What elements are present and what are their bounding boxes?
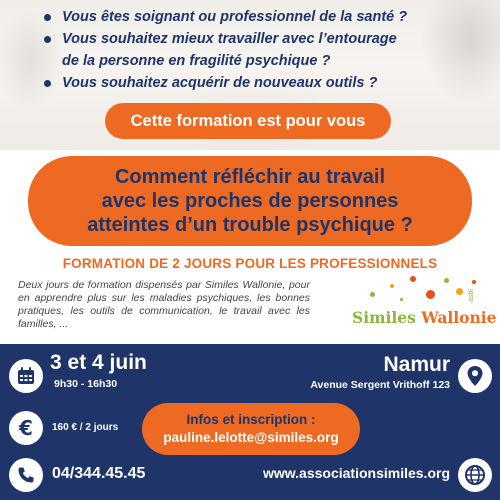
title-banner	[28, 156, 472, 246]
hero-photo	[0, 0, 500, 150]
logo-text: Similes Wallonie	[352, 308, 497, 327]
euro-icon: €	[9, 411, 43, 445]
question-item: Vous souhaitez acquérir de nouveaux outils ?	[44, 72, 474, 94]
event-city: Namur	[383, 353, 450, 376]
registration-title: Infos et inscription :	[186, 412, 316, 427]
question-item: Vous souhaitez mieux travailler avec l’entourage de la personne en fragilité psychique ?	[44, 28, 474, 72]
price: 160 € / 2 jours	[52, 422, 119, 433]
globe-icon	[458, 458, 492, 492]
subtitle: FORMATION DE 2 JOURS POUR LES PROFESSIONNELS	[62, 256, 438, 271]
phone-number[interactable]: 04/344.45.45	[52, 465, 146, 482]
email-link[interactable]: pauline.lelotte@similes.org	[163, 430, 339, 445]
description: Deux jours de formation dispensés par Similes Wallonie, pour en apprendre plus sur les maladies psychiques, les bonnes pratiques, les outils de communication, le travail avec les familles, ...	[18, 279, 310, 330]
event-dates: 3 et 4 juin	[50, 351, 147, 374]
bullet	[44, 14, 51, 21]
location-pin-icon	[458, 359, 492, 393]
registration-pill	[142, 403, 360, 455]
phone-icon	[9, 458, 43, 492]
calendar-icon	[9, 359, 43, 393]
title-line: atteintes d’un trouble psychique ?	[87, 214, 413, 236]
bullet	[44, 80, 51, 87]
logo-asbl: asbl	[468, 289, 475, 302]
event-hours: 9h30 - 16h30	[54, 378, 118, 390]
website-link[interactable]: www.associationsimiles.org	[263, 465, 450, 481]
bullet	[44, 36, 51, 43]
title-line: avec les proches de personnes	[101, 190, 399, 212]
similes-logo	[352, 282, 497, 332]
title-line: Comment réfléchir au travail	[114, 166, 386, 188]
event-address: Avenue Sergent Vrithoff 123	[310, 379, 450, 391]
question-list	[44, 6, 474, 94]
question-item: Vous êtes soignant ou professionnel de la santé ?	[44, 6, 474, 28]
audience-pill: Cette formation est pour vous	[105, 103, 391, 139]
